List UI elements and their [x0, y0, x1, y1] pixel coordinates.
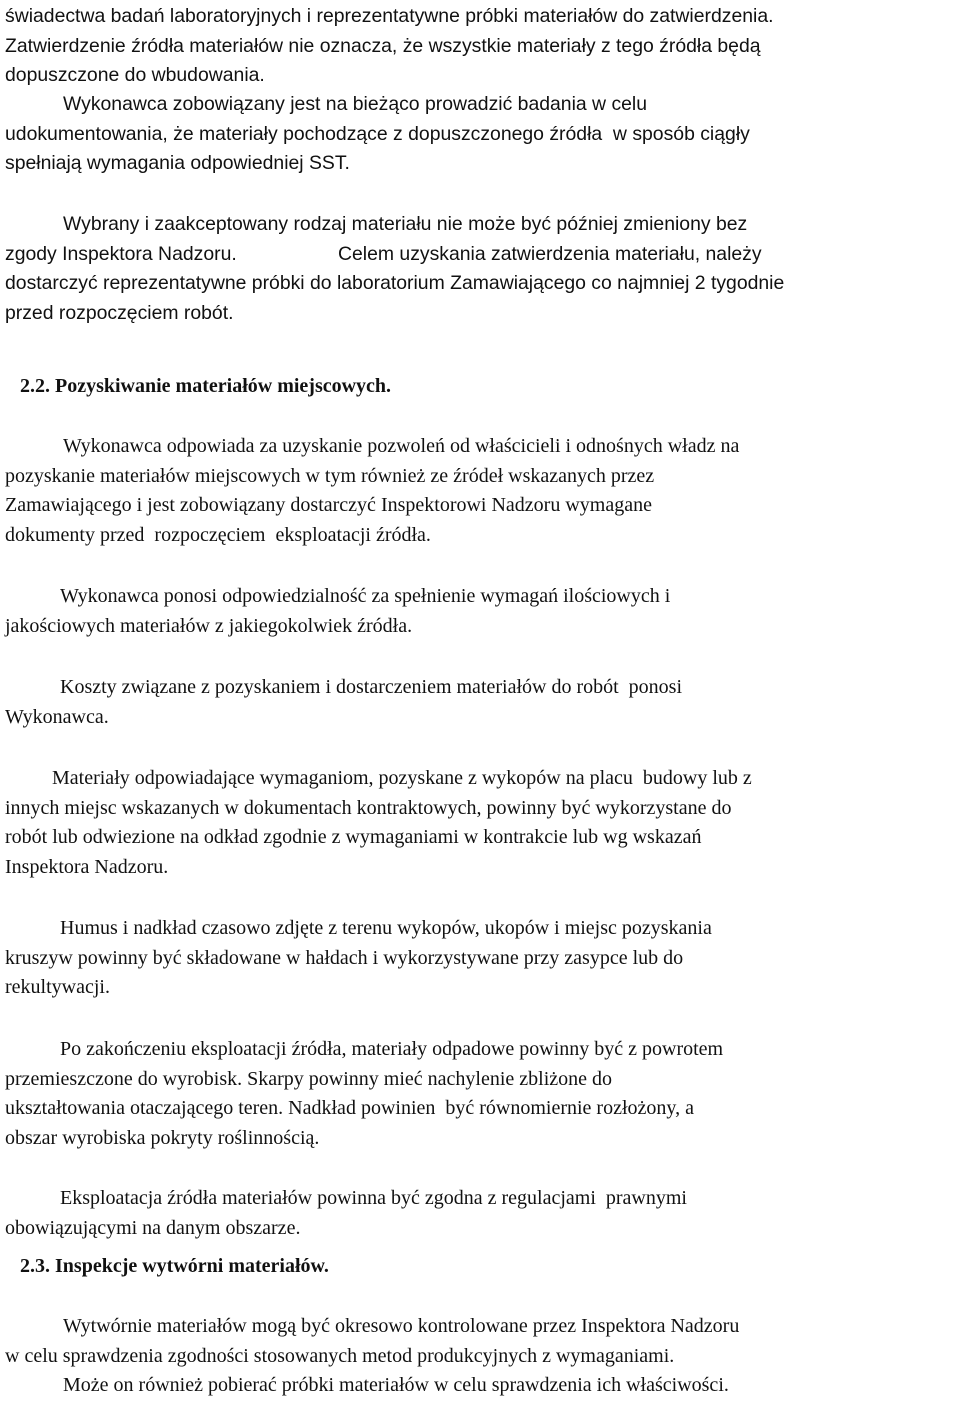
text-line: obszar wyrobiska pokryty roślinnością. — [5, 1127, 320, 1149]
text-line: spełniają wymagania odpowiedniej SST. — [5, 152, 350, 174]
text-line: przed rozpoczęciem robót. — [5, 302, 234, 324]
text-line: zgody Inspektora Nadzoru. — [5, 243, 237, 265]
text-line: Może on również pobierać próbki materiałów w celu sprawdzenia ich właściwości. — [63, 1374, 729, 1396]
text-line: Wykonawca ponosi odpowiedzialność za spełnienie wymagań ilościowych i — [60, 585, 671, 607]
text-line: Inspektora Nadzoru. — [5, 856, 169, 878]
text-line: Wykonawca. — [5, 706, 109, 728]
text-line: rekultywacji. — [5, 976, 110, 998]
text-line: Zamawiającego i jest zobowiązany dostarczyć Inspektorowi Nadzoru wymagane — [5, 494, 652, 516]
text-line: dostarczyć reprezentatywne próbki do laboratorium Zamawiającego co najmniej 2 tygodnie — [5, 272, 785, 294]
text-line: innych miejsc wskazanych w dokumentach kontraktowych, powinny być wykorzystane do — [5, 797, 732, 819]
text-line: dokumenty przed rozpoczęciem eksploatacji źródła. — [5, 524, 431, 546]
section-heading: 2.2. Pozyskiwanie materiałów miejscowych. — [20, 375, 392, 397]
text-line: Koszty związane z pozyskaniem i dostarczeniem materiałów do robót ponosi — [60, 676, 683, 698]
text-line: Celem uzyskania zatwierdzenia materiału, należy — [338, 243, 762, 265]
text-line: Wykonawca zobowiązany jest na bieżąco prowadzić badania w celu — [63, 93, 648, 115]
text-line: kruszyw powinny być składowane w hałdach i wykorzystywane przy zasypce lub do — [5, 947, 684, 969]
text-line: Zatwierdzenie źródła materiałów nie oznacza, że wszystkie materiały z tego źródła będą — [5, 35, 761, 57]
text-line: Eksploatacja źródła materiałów powinna być zgodna z regulacjami prawnymi — [60, 1187, 687, 1209]
section-heading: 2.3. Inspekcje wytwórni materiałów. — [20, 1255, 329, 1277]
text-line: udokumentowania, że materiały pochodzące z dopuszczonego źródła w sposób ciągły — [5, 123, 750, 145]
text-line: przemieszczone do wyrobisk. Skarpy powinny mieć nachylenie zbliżone do — [5, 1068, 613, 1090]
text-line: dopuszczone do wbudowania. — [5, 64, 265, 86]
text-line: Materiały odpowiadające wymaganiom, pozyskane z wykopów na placu budowy lub z — [52, 767, 752, 789]
text-line: obowiązującymi na danym obszarze. — [5, 1217, 301, 1239]
text-line: robót lub odwiezione na odkład zgodnie z wymaganiami w kontrakcie lub wg wskazań — [5, 826, 702, 848]
text-line: Wybrany i zaakceptowany rodzaj materiału nie może być później zmieniony bez — [63, 213, 748, 235]
text-line: świadectwa badań laboratoryjnych i reprezentatywne próbki materiałów do zatwierdzenia. — [5, 5, 774, 27]
text-line: Wytwórnie materiałów mogą być okresowo kontrolowane przez Inspektora Nadzoru — [63, 1315, 740, 1337]
text-line: Po zakończeniu eksploatacji źródła, materiały odpadowe powinny być z powrotem — [60, 1038, 724, 1060]
text-line: jakościowych materiałów z jakiegokolwiek źródła. — [5, 615, 413, 637]
text-line: w celu sprawdzenia zgodności stosowanych metod produkcyjnych z wymaganiami. — [5, 1345, 675, 1367]
text-line: pozyskanie materiałów miejscowych w tym również ze źródeł wskazanych przez — [5, 465, 655, 487]
text-line: ukształtowania otaczającego teren. Nadkład powinien być równomiernie rozłożony, a — [5, 1097, 694, 1119]
text-line: Wykonawca odpowiada za uzyskanie pozwoleń od właścicieli i odnośnych władz na — [63, 435, 740, 457]
text-line: Humus i nadkład czasowo zdjęte z terenu wykopów, ukopów i miejsc pozyskania — [60, 917, 712, 939]
